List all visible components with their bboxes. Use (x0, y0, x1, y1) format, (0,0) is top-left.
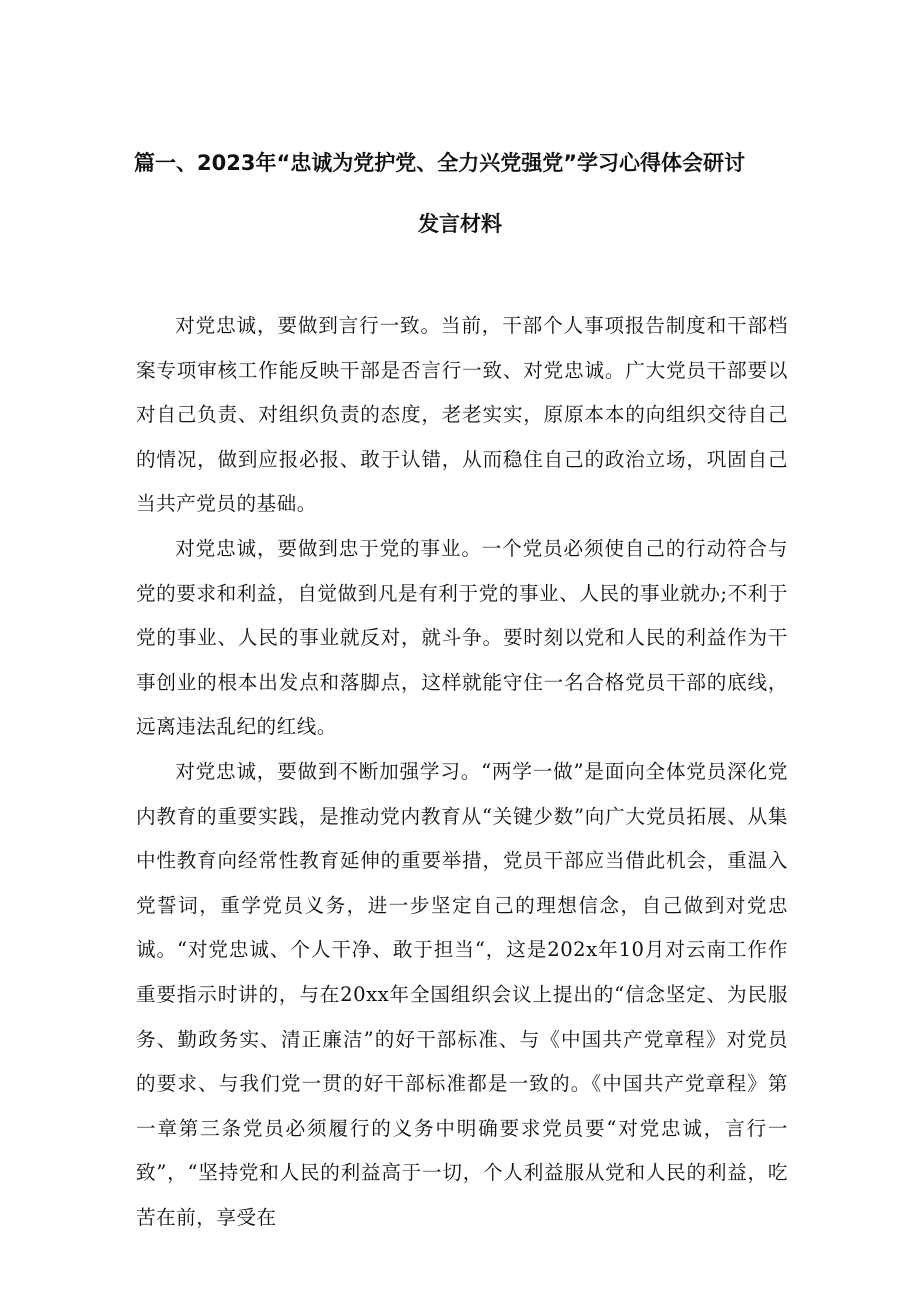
paragraph-1: 对党忠诚，要做到言行一致。当前，干部个人事项报告制度和干部档案专项审核工作能反映干部是否言行一致、对党忠诚。广大党员干部要以对自己负责、对组织负责的态度，老老实实，原原本本的向组织交待自己的情况，做到应报必报、敢于认错，从而稳住自己的政治立场，巩固自己当共产党员的基础。 (136, 314, 788, 516)
document-title-line-2: 发言材料 (418, 212, 502, 236)
paragraph-3: 对党忠诚，要做到不断加强学习。“两学一做”是面向全体党员深化党内教育的重要实践，是推动党内教育从“关键少数”向广大党员拓展、从集中性教育向经常性教育延伸的重要举措，党员干部应当借此机会，重温入党誓词，重学党员义务，进一步坚定自己的理想信念，自己做到对党忠诚。“对党忠诚、个人干净、敢于担当“，这是202x年10月对云南工作作重要指示时讲的，与在20xx年全国组织会议上提出的“信念坚定、为民服务、勤政务实、清正廉洁”的好干部标准、与《中国共产党章程》对党员的要求、与我们党一贯的好干部标准都是一致的。《中国共产党章程》第一章第三条党员必须履行的义务中明确要求党员要“对党忠诚，言行一致”，“坚持党和人民的利益高于一切，个人利益服从党和人民的利益，吃苦在前，享受在 (136, 759, 788, 1229)
document-body (136, 304, 788, 1240)
paragraph-2: 对党忠诚，要做到忠于党的事业。一个党员必须使自己的行动符合与党的要求和利益，自觉做到凡是有利于党的事业、人民的事业就办;不利于党的事业、人民的事业就反对，就斗争。要时刻以党和人民的利益作为干事创业的根本出发点和落脚点，这样就能守住一名合格党员干部的底线，远离违法乱纪的红线。 (136, 536, 788, 739)
document-title-line-1: 篇一、2023年“忠诚为党护党、全力兴党强党”学习心得体会研讨 (134, 151, 746, 175)
